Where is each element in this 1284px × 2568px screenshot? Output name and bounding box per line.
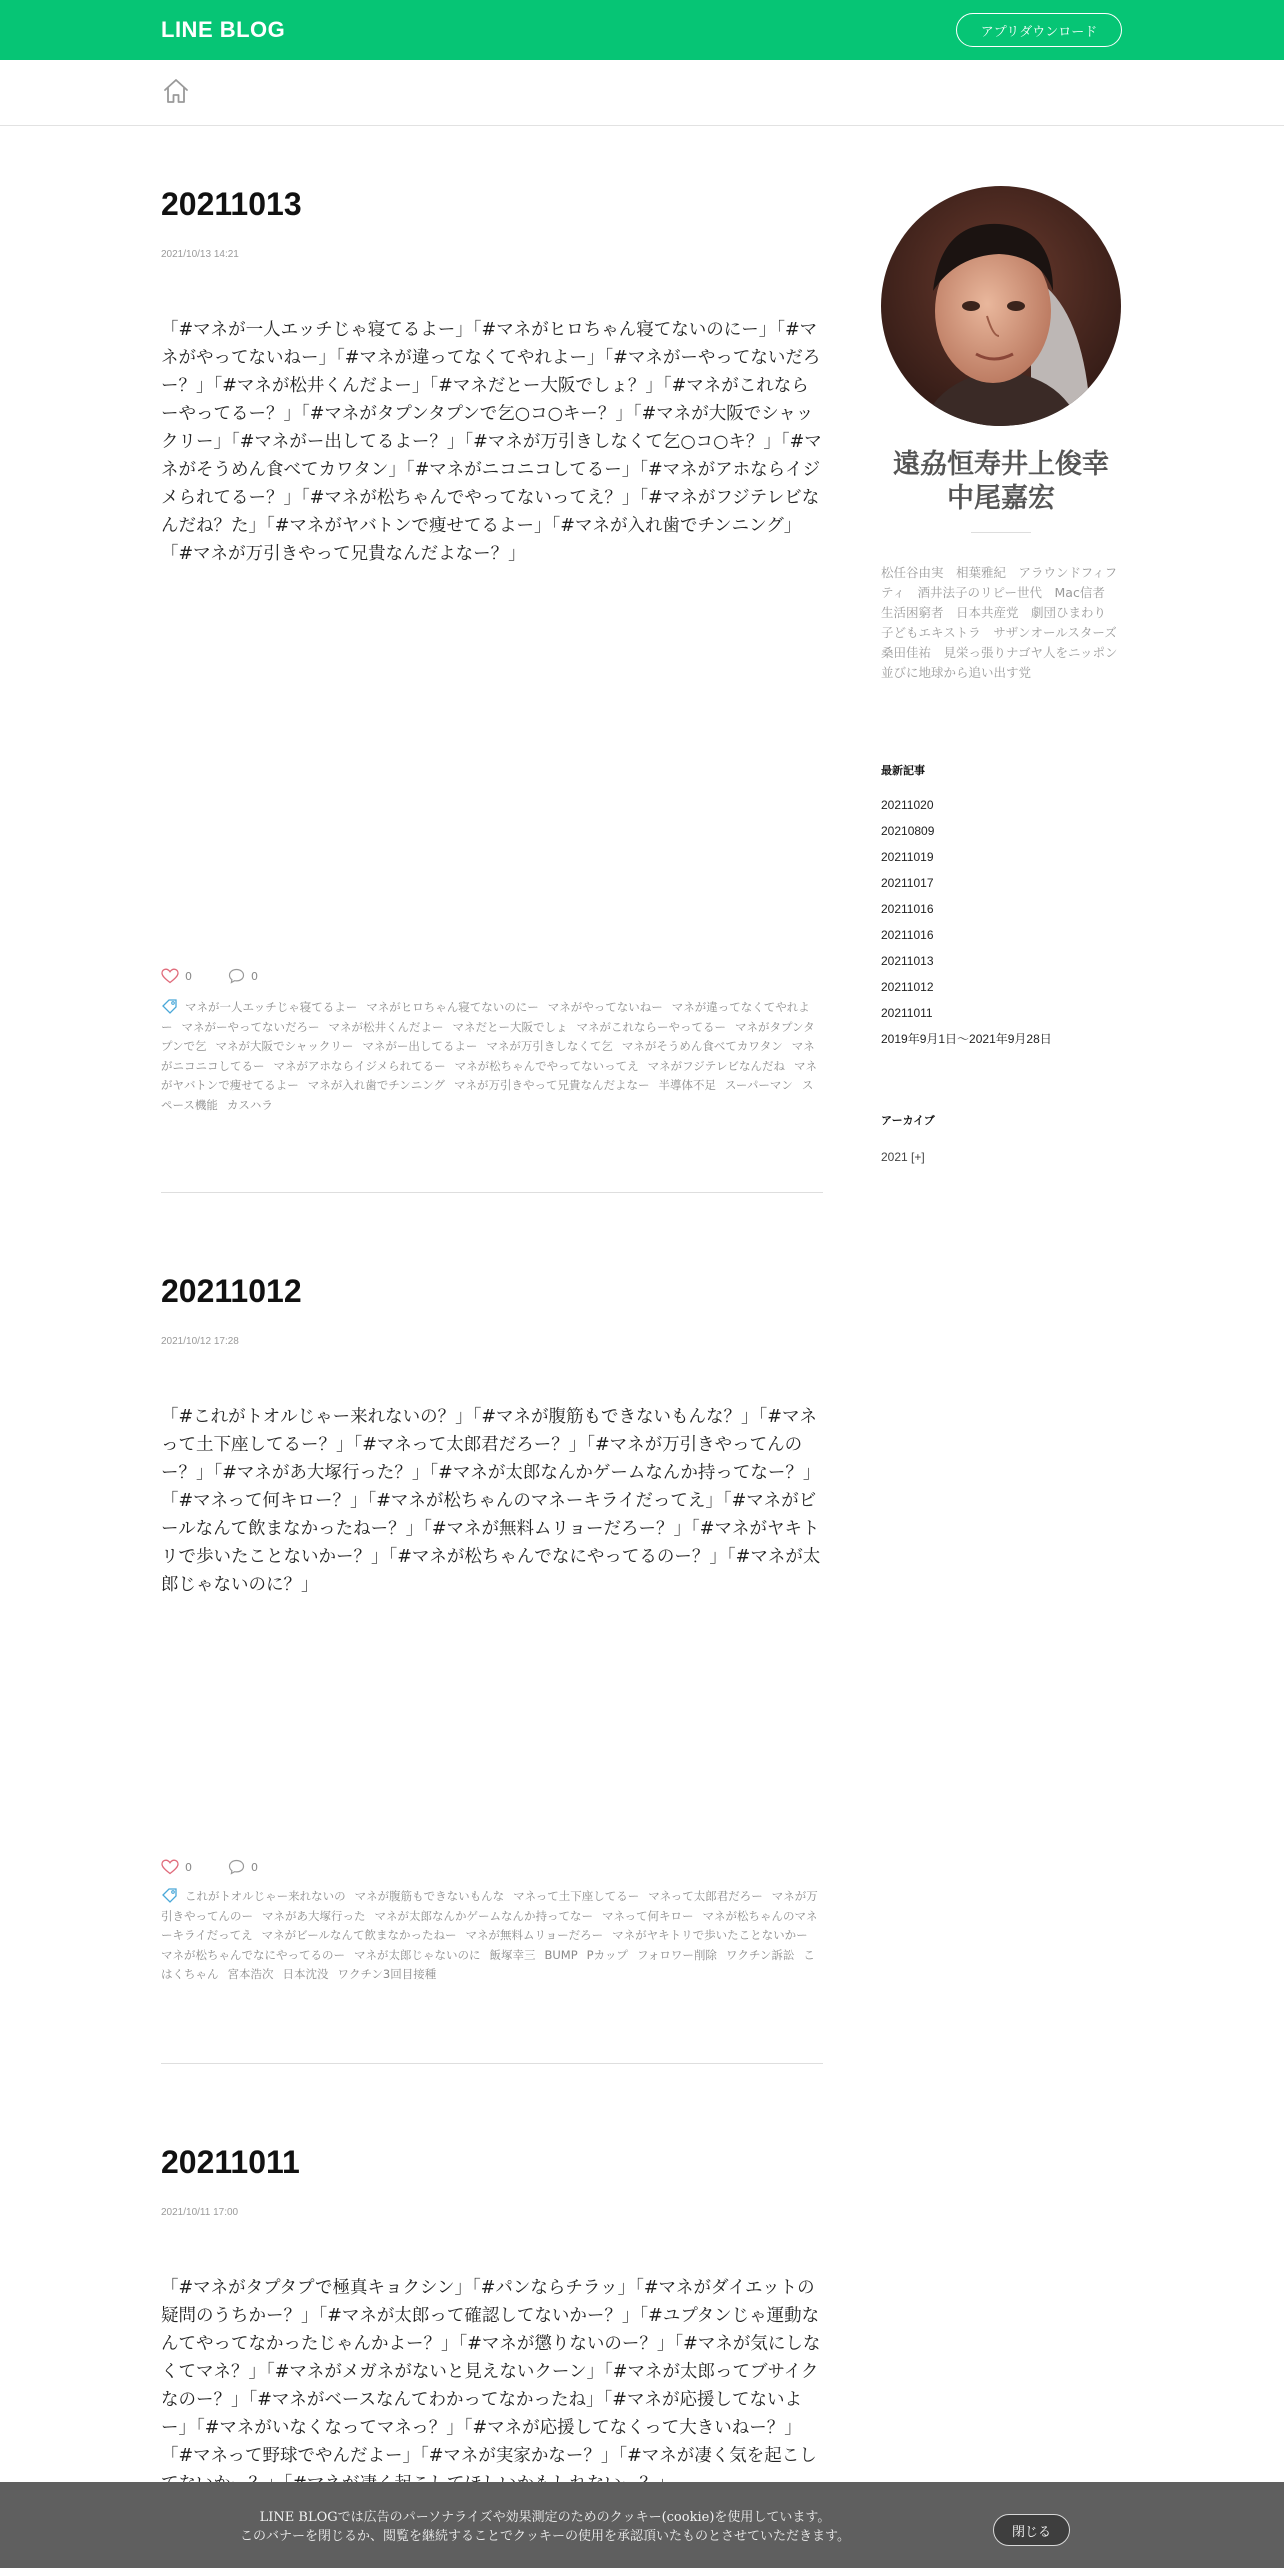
post-title[interactable]: 20211013: [161, 186, 302, 222]
post-body: 「#マネがタプタプで極真キョクシン」「#パンならチラッ」「#マネがダイエットの疑問のうちかー？」「#マネが太郎って確認してないかー？」「#ユプタンじゃ運動なんてやってなかったじゃんかよー？」「#マネが懲りないのー？」「#マネが気にしなくてマネ？」「#マネがメガネがないと見えないクーン」「#マネが太郎ってブサイクなのー？」「#マネがベースなんてわかってなかったね」「#マネが応援してないよー」「#マネがいなくなってマネっ？」「#マネが応援してなくって大きいねー？」「#マネって野球でやんだよー」「#マネが実家かなー？」「#マネが凄く気を起こし: [161, 2278, 821, 2466]
tag-link[interactable]: マネが無料ムリョーだろー: [465, 1928, 604, 1942]
comment-button[interactable]: [228, 1859, 258, 1875]
tag-link[interactable]: マネって太郎君だろー: [648, 1889, 763, 1903]
tag-link[interactable]: マネがー出してるよー: [362, 1039, 478, 1053]
like-count: 0: [185, 1860, 192, 1874]
comment-icon: [228, 968, 245, 984]
tag-link[interactable]: スーパーマン: [724, 1078, 793, 1092]
tag-link[interactable]: マネが一人エッチじゃ寝てるよー: [185, 1000, 358, 1014]
tag-link[interactable]: 飯塚幸三: [489, 1947, 536, 1962]
tag-link[interactable]: マネがヒロちゃん寝てないのにー: [366, 1000, 539, 1014]
recent-article-link[interactable]: 20211013: [881, 954, 934, 968]
tag-link[interactable]: 宮本浩次: [227, 1967, 274, 1981]
tag-link[interactable]: マネがそうめん食べてカワタン: [621, 1039, 783, 1053]
tag-link[interactable]: マネが太郎じゃないのに: [354, 1947, 481, 1962]
archive-year-toggle[interactable]: 2021 [+]: [881, 1150, 925, 1164]
post-divider: [161, 2063, 823, 2064]
blog-post: [161, 2144, 823, 2498]
archive-section: [881, 1112, 1121, 1164]
tag-icon: [161, 998, 179, 1014]
tag-link[interactable]: マネって土下座してるー: [513, 1889, 640, 1903]
tag-link[interactable]: BUMP: [544, 1947, 578, 1962]
author-bio: 松任谷由実 相葉雅紀 アラウンドフィフティ 酒井法子のリピー世代 Mac信者 生活困窮者 日本共産党 劇団ひまわり 子どもエキストラ サザンオールスターズ 桑田佳祐 見栄っ張りナゴヤ人をニッポン並びに地球から追い出す党: [881, 565, 1130, 680]
tag-link[interactable]: スペース機能: [161, 1078, 814, 1112]
tag-link[interactable]: カスハラ: [226, 1097, 273, 1112]
archive-heading: アーカイブ: [881, 1114, 935, 1127]
post-reactions: [161, 968, 294, 984]
recent-article-link[interactable]: 20210809: [881, 824, 935, 838]
recent-heading: 最新記事: [881, 764, 925, 777]
tag-link[interactable]: マネが松ちゃんでやってないってえ: [454, 1058, 639, 1073]
tag-link[interactable]: マネだとー大阪でしょ: [452, 1019, 568, 1034]
heart-icon: [161, 1859, 179, 1875]
post-date: 2021/10/12 17:28: [161, 1336, 239, 1347]
cookie-notice-line: LINE BLOGでは広告のパーソナライズや効果測定のためのクッキー(cookie)を使用しています。: [259, 2510, 831, 2525]
tag-list: [161, 1887, 823, 1985]
tag-link[interactable]: フォロワー削除: [637, 1947, 717, 1962]
tag-link[interactable]: マネが腹筋もできないもんな: [354, 1889, 505, 1903]
tag-link[interactable]: Pカップ: [586, 1947, 628, 1962]
recent-article-link[interactable]: 20211016: [881, 928, 934, 942]
tag-link[interactable]: マネがフジテレビなんだね: [647, 1058, 785, 1073]
tag-link[interactable]: マネって何キロー: [602, 1908, 694, 1923]
post-reactions: [161, 1859, 294, 1875]
recent-article-link[interactable]: 20211019: [881, 850, 934, 864]
post-title[interactable]: 20211012: [161, 1273, 302, 1309]
app-download-button[interactable]: アプリダウンロード: [956, 13, 1122, 47]
tag-link[interactable]: 半導体不足: [658, 1078, 716, 1092]
tag-link[interactable]: マネが万引きやってんのー: [161, 1889, 818, 1923]
line-blog-logo[interactable]: LINE BLOG: [161, 17, 286, 42]
author-divider: [971, 532, 1031, 533]
post-date: 2021/10/13 14:21: [161, 249, 239, 260]
recent-article-link[interactable]: 20211016: [881, 902, 934, 916]
recent-article-link[interactable]: 20211011: [881, 1006, 933, 1020]
avatar-photo: [881, 186, 1121, 426]
tag-icon: [161, 1887, 179, 1903]
recent-articles: [881, 762, 1121, 1052]
tag-link[interactable]: マネがあ大塚行った: [262, 1908, 366, 1923]
tag-link[interactable]: マネが万引きやって兄貴なんだよなー: [453, 1078, 650, 1092]
tag-link[interactable]: マネが違ってなくてやれよー: [161, 1000, 810, 1034]
like-button[interactable]: [161, 968, 192, 984]
heart-icon: [161, 968, 179, 984]
comment-count: 0: [251, 969, 258, 983]
comment-icon: [228, 1859, 245, 1875]
recent-article-link[interactable]: 20211012: [881, 980, 934, 994]
recent-article-link[interactable]: 2019年9月1日〜2021年9月28日: [881, 1032, 1052, 1046]
tag-link[interactable]: これがトオルじゃー来れないの: [185, 1889, 346, 1903]
avatar[interactable]: [881, 186, 1121, 426]
post-body: 「#マネが一人エッチじゃ寝てるよー」「#マネがヒロちゃん寝てないのにー」「#マネがやってないねー」「#マネが違ってなくてやれよー」「#マネがーやってないだろー？」「#マネが松井くんだよー」「#マネだとー大阪でしょ？」「#マネがこれならーやってるー？」「#マネがタプンタプンで乞○コ○キー？」「#マネが大阪でシャックリー」「#マネがー出してるよー？」「#マネが万引きしなくて乞○コ○キ？」「#マネがそうめん食べてカワタン」「#マネがニコニコしてるー」「#マネがアホならイジメられてるー？」「#マネが松ちゃんでやってないってえ？」「#マネがフジテレビなんだね？た」「#マネがヤバトンで痩せてるよー」「#マネが入れ歯でチンニング」「#マネが万引きやって兄貴なんだよなー？」: [161, 320, 822, 564]
tag-link[interactable]: 日本沈没: [282, 1967, 329, 1981]
cookie-banner: [0, 2482, 1284, 2568]
tag-link[interactable]: マネがこれならーやってるー: [576, 1019, 726, 1034]
cookie-notice: [0, 2508, 1090, 2546]
tag-link[interactable]: マネがやってないねー: [547, 1000, 663, 1014]
tag-link[interactable]: マネがーやってないだろー: [181, 1019, 320, 1034]
top-bar: [0, 0, 1284, 60]
blog-post: [161, 186, 823, 1112]
author-name[interactable]: 遠劦恒寿井上俊幸中尾嘉宏: [893, 449, 1109, 514]
tag-link[interactable]: ワクチン訴訟: [725, 1947, 795, 1962]
recent-article-link[interactable]: 20211020: [881, 798, 934, 812]
recent-article-link[interactable]: 20211017: [881, 876, 934, 890]
tag-link[interactable]: マネがヤバトンで痩せてるよー: [161, 1058, 817, 1092]
tag-link[interactable]: マネが松ちゃんでなにやってるのー: [161, 1947, 345, 1962]
sub-nav: [0, 60, 1284, 126]
cookie-close-button[interactable]: 閉じる: [993, 2514, 1070, 2546]
tag-link[interactable]: マネが太郎なんかゲームなんか持ってなー: [374, 1908, 593, 1923]
post-divider: [161, 1192, 823, 1193]
post-body: 「#これがトオルじゃー来れないの？」「#マネが腹筋もできないもんな？」「#マネって土下座してるー？」「#マネって太郎君だろー？」「#マネが万引きやってんのー？」「#マネがあ大塚行った？」「#マネが太郎なんかゲームなんか持ってなー？」「#マネって何キロー？」「#マネが松ちゃんのマネーキライだってえ」「#マネがビールなんて飲まなかったねー？」「#マネが無料ムリョーだろー？」「#マネがヤキトリで歩いたことないかー？」「#マネが松ちゃんでなにやってるのー？」「#マネが太郎じゃないのに？」: [161, 1407, 821, 1595]
tag-link[interactable]: マネがアホならイジメられてるー: [273, 1058, 446, 1073]
tag-list: [161, 998, 823, 1115]
tag-link[interactable]: マネがニコニコしてるー: [161, 1039, 815, 1073]
like-button[interactable]: [161, 1859, 192, 1875]
profile-sidebar: [881, 186, 1130, 683]
tag-link[interactable]: こはくちゃん: [161, 1947, 815, 1981]
home-icon[interactable]: [161, 76, 191, 106]
comment-count: 0: [251, 1860, 258, 1874]
tag-link[interactable]: マネがビールなんて飲まなかったねー: [261, 1928, 457, 1942]
tag-link[interactable]: ワクチン3回目接種: [337, 1967, 437, 1981]
tag-link[interactable]: マネが大阪でシャックリー: [215, 1039, 354, 1053]
blog-post: [161, 1273, 823, 1981]
cookie-notice-line: このバナーを閉じるか、閲覧を継続することでクッキーの使用を承認頂いたものとさせていただきます。: [240, 2529, 850, 2544]
tag-link[interactable]: マネが松井くんだよー: [328, 1019, 444, 1034]
comment-button[interactable]: [228, 968, 258, 984]
tag-link[interactable]: マネがヤキトリで歩いたことないかー: [612, 1928, 808, 1942]
tag-link[interactable]: マネがタプンタプンで乞: [161, 1019, 815, 1053]
like-count: 0: [185, 969, 192, 983]
post-title[interactable]: 20211011: [161, 2144, 300, 2180]
post-date: 2021/10/11 17:00: [161, 2207, 239, 2218]
tag-link[interactable]: マネが万引きしなくて乞: [486, 1039, 613, 1053]
tag-link[interactable]: マネが入れ歯でチンニング: [307, 1078, 445, 1092]
tag-link[interactable]: マネが松ちゃんのマネーキライだってえ: [161, 1908, 818, 1942]
